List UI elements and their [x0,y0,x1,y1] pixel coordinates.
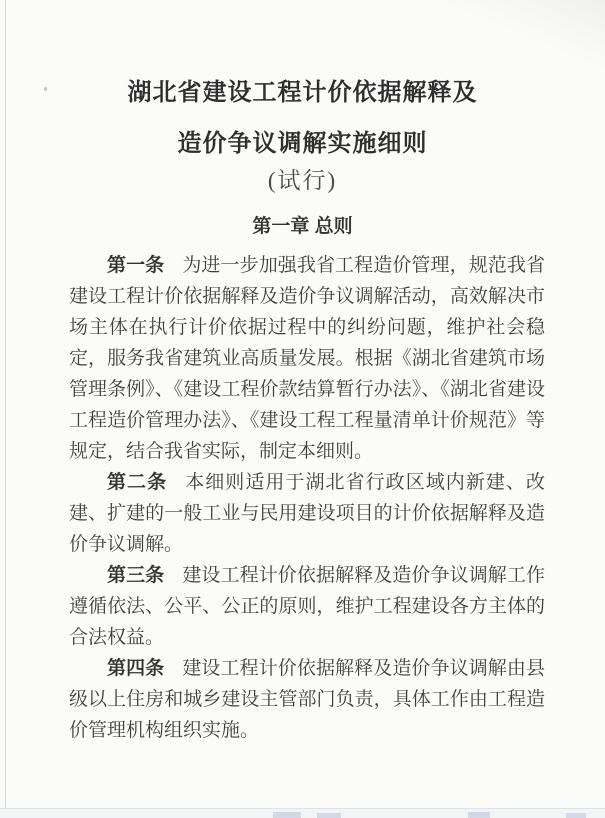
scan-blue-mark [317,813,341,818]
article-number: 第三条 [107,565,165,586]
article-text: 本细则适用于湖北省行政区域内新建、改建、扩建的一般工业与民用建设项目的计价依据解释及造价争议调解。 [69,472,545,555]
article-text: 为进一步加强我省工程造价管理，规范我省建设工程计价依据解释及造价争议调解活动，高效解决市场主体在执行计价依据过程中的纠纷问题，维护社会稳定，服务我省建筑业高质量发展。根据《湖北省建筑市场管理条例》、《建设工程价款结算暂行办法》、《湖北省建设工程造价管理办法》、《建设工程工程量清单计价规范》等规定，结合我省实际，制定本细则。 [69,255,545,462]
article-number: 第二条 [107,472,168,493]
trial-note: (试行) [267,168,338,193]
article-paragraph-2 [69,467,545,560]
scan-blue-mark [273,812,301,818]
chapter-heading: 第一章 总则 [252,216,353,237]
scan-left-edge-line [5,0,6,810]
article-paragraph-3 [69,560,545,653]
article-number: 第四条 [107,658,165,679]
article-number: 第一条 [107,255,165,276]
document-title-line2: 造价争议调解实施细则 [177,130,428,157]
article-paragraph-1 [69,250,545,467]
scan-bottom-strip [0,809,605,818]
scan-blue-mark [566,813,586,818]
document-title-line1: 湖北省建设工程计价依据解释及 [127,79,478,106]
scan-blue-mark [468,812,490,818]
article-text: 建设工程计价依据解释及造价争议调解工作遵循依法、公平、公正的原则，维护工程建设各方主体的合法权益。 [69,565,545,648]
scan-corner-shading [435,0,605,70]
article-paragraph-4 [69,653,545,746]
article-text: 建设工程计价依据解释及造价争议调解由县级以上住房和城乡建设主管部门负责，具体工作由工程造价管理机构组织实施。 [69,658,545,741]
document-body [69,250,545,746]
